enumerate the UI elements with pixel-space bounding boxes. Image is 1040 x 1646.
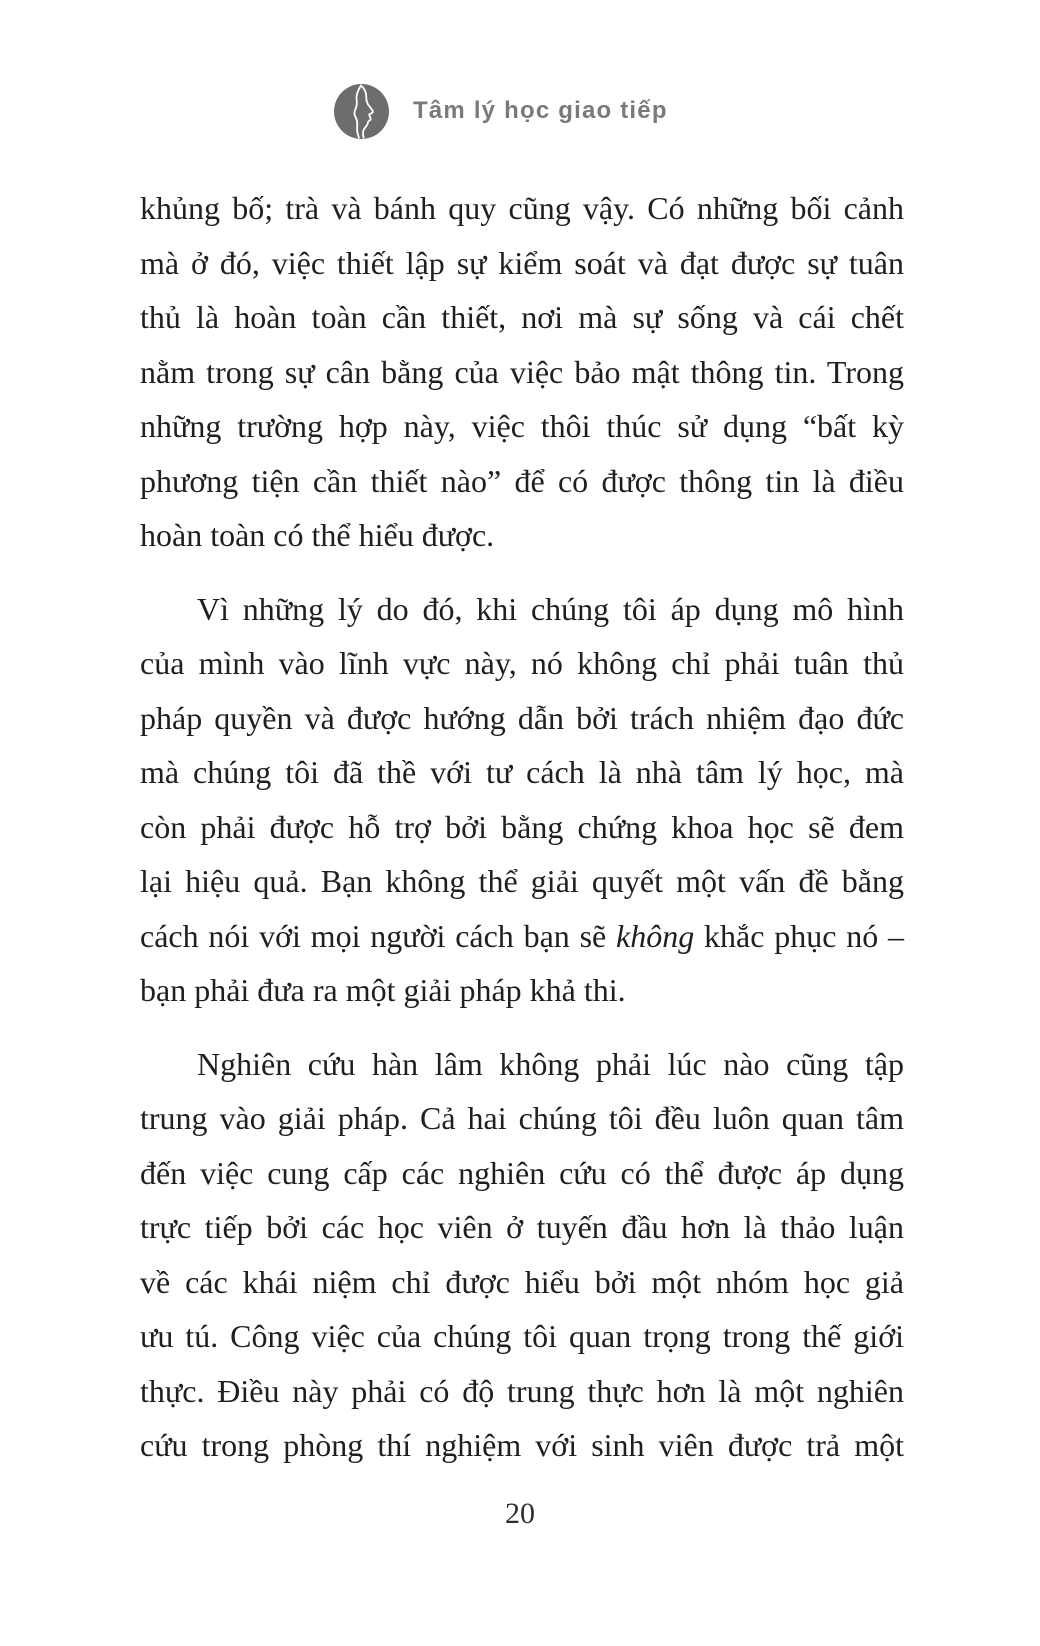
text-line: khủng bố; trà và bánh quy cũng vậy. Có những bối cảnh — [140, 190, 904, 226]
running-head-title: Tâm lý học giao tiếp — [413, 96, 668, 124]
text-line: về các khái niệm chỉ được hiểu bởi một nhóm học giả — [140, 1263, 904, 1300]
text-line: đến việc cung cấp các nghiên cứu có thể được áp dụng — [140, 1154, 904, 1191]
text-line: của mình vào lĩnh vực này, nó không chỉ phải tuân thủ — [140, 645, 904, 681]
text-line: những trường hợp này, việc thôi thúc sử dụng “bất kỳ — [140, 408, 904, 444]
text-line: hoàn toàn có thể hiểu được. — [140, 517, 495, 553]
page-header — [334, 84, 668, 139]
page-body — [140, 181, 904, 1473]
text-line: trực tiếp bởi các học viên ở tuyến đầu hơn là thảo luận — [140, 1209, 904, 1245]
text-line: mà ở đó, việc thiết lập sự kiểm soát và đạt được sự tuân — [140, 244, 904, 281]
paragraph — [140, 181, 904, 563]
text-line: Vì những lý do đó, khi chúng tôi áp dụng mô hình — [197, 590, 904, 627]
face-profile-logo-icon — [334, 84, 389, 139]
text-line: thủ là hoàn toàn cần thiết, nơi mà sự sống và cái chết — [140, 299, 904, 335]
text-line: lại hiệu quả. Bạn không thể giải quyết một vấn đề bằng — [140, 863, 904, 899]
text-line: thực. Điều này phải có độ trung thực hơn là một nghiên — [140, 1372, 904, 1409]
page-footer — [0, 1498, 1040, 1530]
text-line: trung vào giải pháp. Cả hai chúng tôi đều luôn quan tâm — [140, 1100, 904, 1136]
page-number: 20 — [505, 1497, 535, 1530]
text-line: nằm trong sự cân bằng của việc bảo mật thông tin. Trong — [140, 353, 904, 390]
text-line: phương tiện cần thiết nào” để có được thông tin là điều — [140, 462, 904, 499]
text-line: còn phải được hỗ trợ bởi bằng chứng khoa học sẽ đem — [140, 808, 904, 845]
text-line: bạn phải đưa ra một giải pháp khả thi. — [140, 972, 626, 1008]
text-line: pháp quyền và được hướng dẫn bởi trách nhiệm đạo đức — [140, 699, 904, 736]
text-line: ưu tú. Công việc của chúng tôi quan trọng trong thế giới — [140, 1318, 904, 1354]
text-line: cứu trong phòng thí nghiệm với sinh viên được trả một — [140, 1427, 904, 1463]
text-line: Nghiên cứu hàn lâm không phải lúc nào cũng tập — [197, 1045, 904, 1082]
text-line: cách nói với mọi người cách bạn sẽ không khắc phục nó – — [140, 917, 904, 954]
paragraph — [140, 1037, 904, 1473]
text-line: mà chúng tôi đã thề với tư cách là nhà tâm lý học, mà — [140, 754, 904, 790]
paragraph — [140, 582, 904, 1018]
